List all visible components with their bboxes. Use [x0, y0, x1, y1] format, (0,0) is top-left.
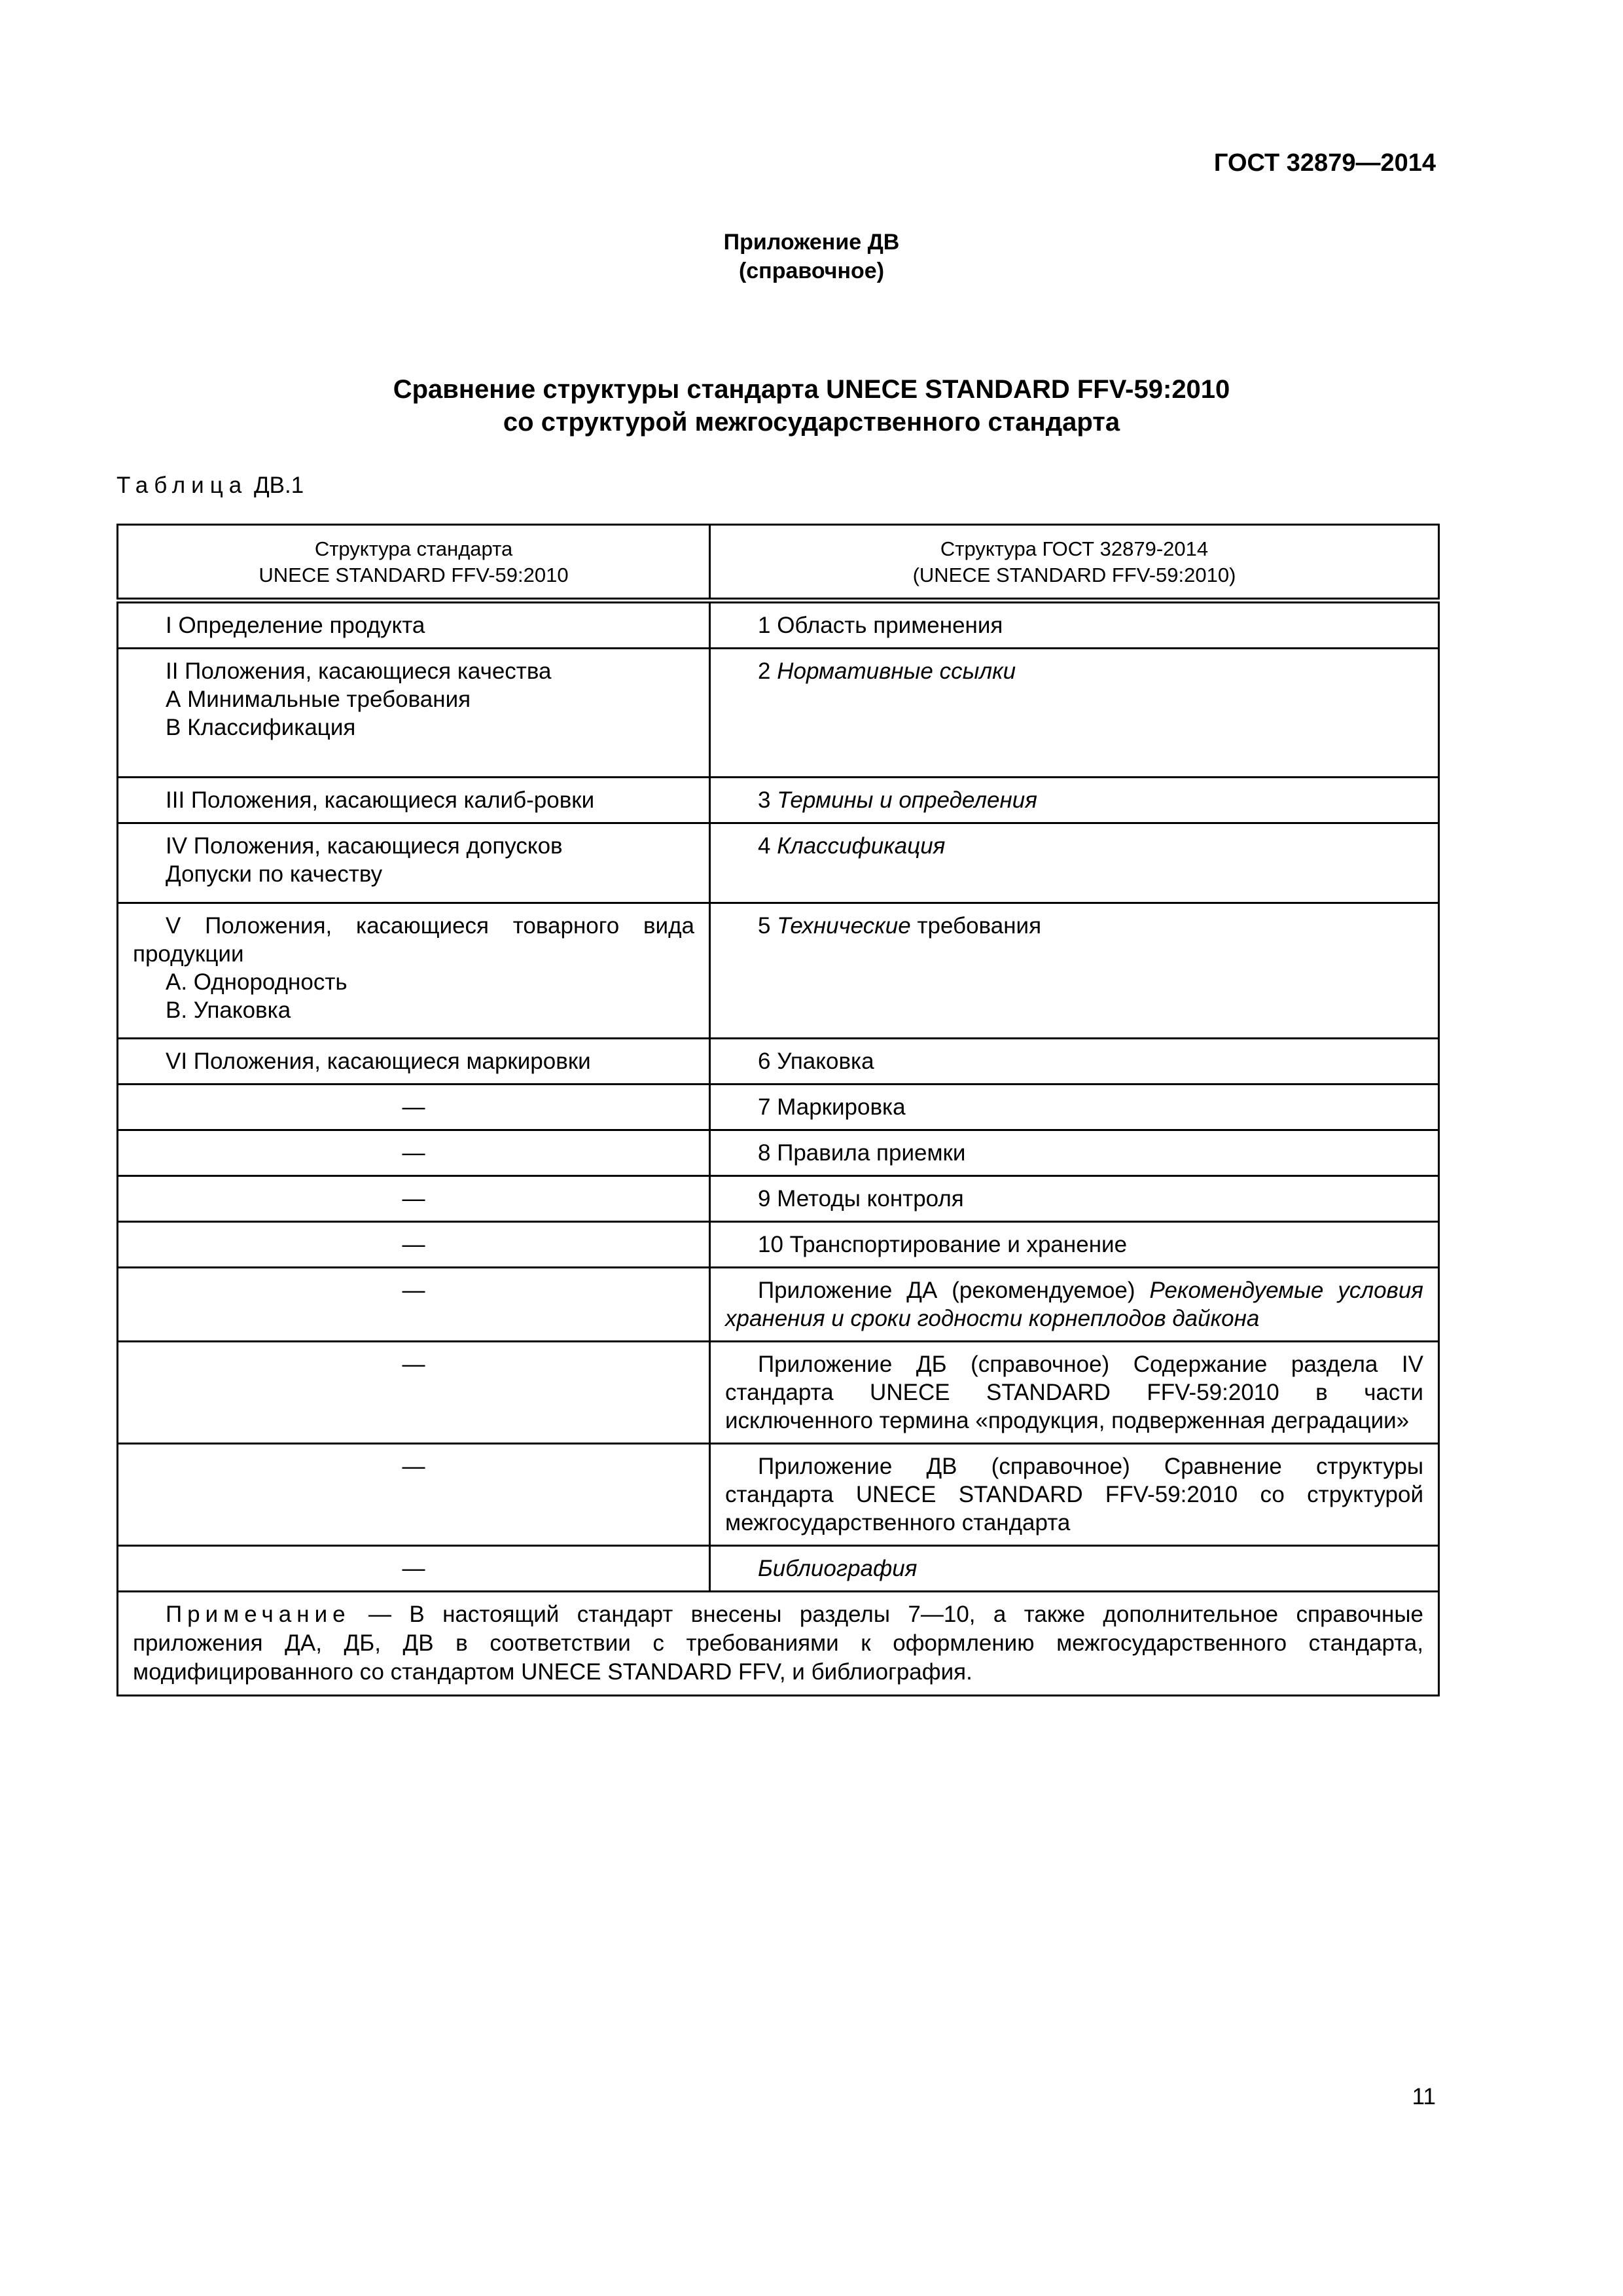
right-cell: 8 Правила приемки: [710, 1130, 1439, 1176]
table-row: [118, 649, 1439, 778]
table-row: [118, 1546, 1439, 1592]
right-cell: 6 Упаковка: [710, 1039, 1439, 1085]
left-cell: III Положения, касающиеся калиб-ровки: [118, 778, 710, 823]
note-text: — В настоящий стандарт внесены разделы 7—10, а также дополнительное справочные приложения ДА, ДБ, ДВ в соответствии с требованиями к оформлению межгосударственного стандарта, модифицированного со стандартом UNECE STANDARD FFV, и библиография.: [133, 1602, 1423, 1685]
left-cell: —: [118, 1268, 710, 1342]
title-line-2: со структурой межгосударственного стандарта: [503, 408, 1120, 437]
note-label: Примечание: [166, 1602, 351, 1627]
title-line-1: Сравнение структуры стандарта UNECE STANDARD FFV-59:2010: [393, 375, 1230, 404]
left-cell: —: [118, 1342, 710, 1444]
right-cell: 4 Классификация: [710, 823, 1439, 903]
table-row: [118, 601, 1439, 649]
left-cell: —: [118, 1176, 710, 1222]
table-row: [118, 1176, 1439, 1222]
table-row: [118, 1039, 1439, 1085]
right-cell: 5 Технические требования: [710, 903, 1439, 1039]
table-row: [118, 1085, 1439, 1130]
table-row: [118, 903, 1439, 1039]
left-cell: V Положения, касающиеся товарного вида продукции А. Однородность В. Упаковка: [118, 903, 710, 1039]
right-cell: 10 Транспортирование и хранение: [710, 1222, 1439, 1268]
comparison-table: [116, 524, 1440, 1696]
table-header-row: [118, 525, 1439, 601]
table-label: [116, 473, 304, 499]
left-cell: —: [118, 1130, 710, 1176]
table-note-row: [118, 1592, 1439, 1696]
right-cell: 7 Маркировка: [710, 1085, 1439, 1130]
right-cell: 3 Термины и определения: [710, 778, 1439, 823]
annex-heading: [0, 228, 1623, 285]
right-cell: Приложение ДА (рекомендуемое) Рекомендуемые условия хранения и сроки годности корнеплодов дайкона: [710, 1268, 1439, 1342]
right-cell: Приложение ДБ (справочное) Содержание раздела IV стандарта UNECE STANDARD FFV-59:2010 в части исключенного термина «продукция, подверженная деградации»: [710, 1342, 1439, 1444]
table-row: [118, 1268, 1439, 1342]
right-cell: Приложение ДВ (справочное) Сравнение структуры стандарта UNECE STANDARD FFV-59:2010 со структурой межгосударственного стандарта: [710, 1444, 1439, 1546]
left-cell: VI Положения, касающиеся маркировки: [118, 1039, 710, 1085]
left-cell: —: [118, 1085, 710, 1130]
table-label-word: Таблица: [116, 473, 248, 498]
left-cell: II Положения, касающиеся качества А Минимальные требования В Классификация: [118, 649, 710, 778]
table-row: [118, 1130, 1439, 1176]
left-cell: IV Положения, касающиеся допусков Допуски по качеству: [118, 823, 710, 903]
table-row: [118, 1222, 1439, 1268]
standard-id: ГОСТ 32879—2014: [1213, 149, 1436, 177]
table-row: [118, 1342, 1439, 1444]
left-cell: —: [118, 1444, 710, 1546]
table-label-number: ДВ.1: [253, 473, 304, 498]
col1-header: Структура стандарта UNECE STANDARD FFV-59:2010: [118, 525, 710, 601]
left-cell: —: [118, 1546, 710, 1592]
annex-title: Приложение ДВ: [723, 230, 900, 255]
annex-type: (справочное): [738, 259, 885, 283]
right-cell: 9 Методы контроля: [710, 1176, 1439, 1222]
right-cell: 1 Область применения: [710, 601, 1439, 649]
table-row: [118, 1444, 1439, 1546]
table-note: [118, 1592, 1439, 1696]
right-cell: 2 Нормативные ссылки: [710, 649, 1439, 778]
col2-header: Структура ГОСТ 32879-2014 (UNECE STANDARD FFV-59:2010): [710, 525, 1439, 601]
left-cell: —: [118, 1222, 710, 1268]
page-number: 11: [1412, 2084, 1436, 2109]
table-row: [118, 823, 1439, 903]
document-title: [0, 373, 1623, 439]
table-row: [118, 778, 1439, 823]
left-cell: I Определение продукта: [118, 601, 710, 649]
right-cell: Библиография: [710, 1546, 1439, 1592]
